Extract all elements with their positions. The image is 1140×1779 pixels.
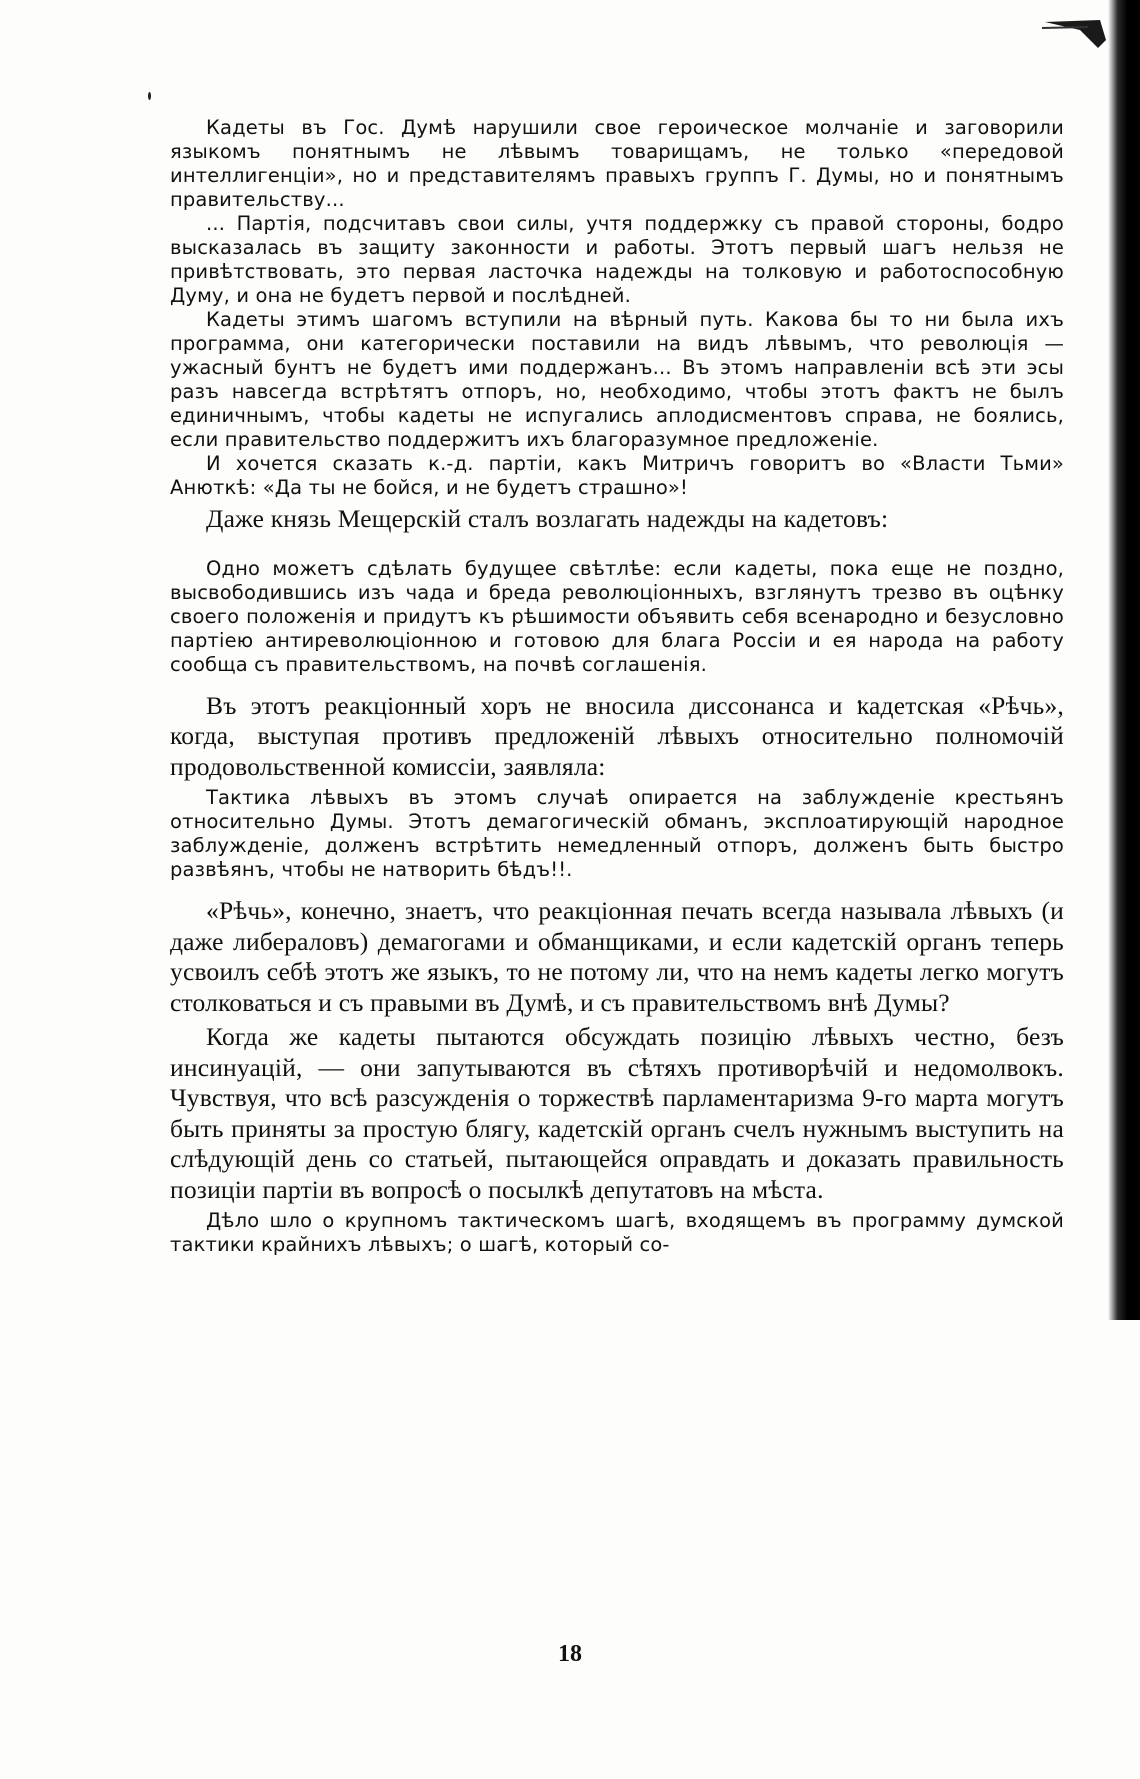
binding-mark (1040, 10, 1110, 50)
paragraph: Даже князь Мещерскій сталъ возлагать надежды на кадетовъ: (206, 504, 889, 533)
paragraph: Когда же кадеты пытаются обсуждать позицію лѣвыхъ честно, безъ инсинуацій, — они запутываются въ сѣтяхъ противорѣчій и недомолвокъ. Чувствуя, что всѣ разсужденія о торжествѣ парламентаризма 9-го марта могутъ быть приняты за простую блягу, кадетскій органъ счелъ нужнымъ выступить на слѣдующій день со статьей, пытающейся оправдать и доказать правильность позиціи партіи въ вопросѣ о посылкѣ депутатовъ на мѣста. (170, 1022, 1064, 1204)
paragraph: «Рѣчь», конечно, знаетъ, что реакціонная печать всегда называла лѣвыхъ (и даже либераловъ) демагогами и обманщиками, и если кадетскій органъ теперь усвоилъ себѣ этотъ же языкъ, то не потому ли, что на немъ кадеты легко могутъ столковаться и съ правыми въ Думѣ, и съ правительствомъ внѣ Думы? (170, 896, 1064, 1017)
text-column (170, 116, 1064, 1257)
paragraph: Въ этотъ реакціонный хоръ не вносила диссонанса и кадетская «Рѣчь», когда, выступая противъ предложеній лѣвыхъ относительно полномочій продовольственной комиссіи, заявляла: (170, 690, 1064, 781)
paragraph: ... Партія, подсчитавъ свои силы, учтя поддержку съ правой стороны, бодро высказалась въ защиту законности и работы. Этотъ первый шагъ нельзя не привѣтствовать, это первая ласточка надежды на толковую и работоспособную Думу, и она не будетъ первой и послѣдней. (170, 212, 1064, 307)
paragraph: Кадеты въ Гос. Думѣ нарушили свое героическое молчаніе и заговорили языкомъ понятнымъ не лѣвымъ товарищамъ, не только «передовой интеллигенціи», но и представителямъ правыхъ группъ Г. Думы, но и понятнымъ правительству... (170, 116, 1064, 211)
page-number: 18 (558, 1641, 582, 1667)
binding-shadow (1108, 0, 1140, 1320)
paragraph: Кадеты этимъ шагомъ вступили на вѣрный путь. Какова бы то ни была ихъ программа, они категорически поставили на видъ лѣвымъ, что революція — ужасный бунтъ не будетъ ими поддержанъ... Въ этомъ направленіи всѣ эти эсы разъ навсегда встрѣтятъ отпоръ, но, необходимо, чтобы этотъ фактъ не былъ единичнымъ, чтобы кадеты не испугались аплодисментовъ справа, не боялись, если правительство поддержитъ ихъ благоразумное предложеніе. (170, 308, 1064, 451)
paragraph: И хочется сказать к.-д. партіи, какъ Митричъ говоритъ во «Власти Тьми» Анюткѣ: «Да ты не бойся, и не будетъ страшно»! (170, 452, 1064, 499)
paragraph: Дѣло шло о крупномъ тактическомъ шагѣ, входящемъ въ программу думской тактики крайнихъ лѣвыхъ; о шагѣ, который со- (170, 1209, 1064, 1256)
speck (148, 92, 151, 100)
quote-paragraph: Одно можетъ сдѣлать будущее свѣтлѣе: если кадеты, пока еще не поздно, высвободившись изъ чада и бреда революціонныхъ, взглянутъ трезво въ оцѣнку своего положенія и придутъ къ рѣшимости объявить себя всенародно и безусловно партіею антиреволюціонною и готовою для блага Россіи и ея народа на работу сообща съ правительствомъ, на почвѣ соглашенія. (170, 556, 1064, 676)
quote-paragraph: Тактика лѣвыхъ въ этомъ случаѣ опирается на заблужденіе крестьянъ относительно Думы. Этотъ демагогическій обманъ, эксплоатирующій народное заблужденіе, долженъ встрѣтить немедленный отпоръ, долженъ быть быстро развѣянъ, чтобы не натворить бѣдъ!!. (170, 786, 1064, 881)
